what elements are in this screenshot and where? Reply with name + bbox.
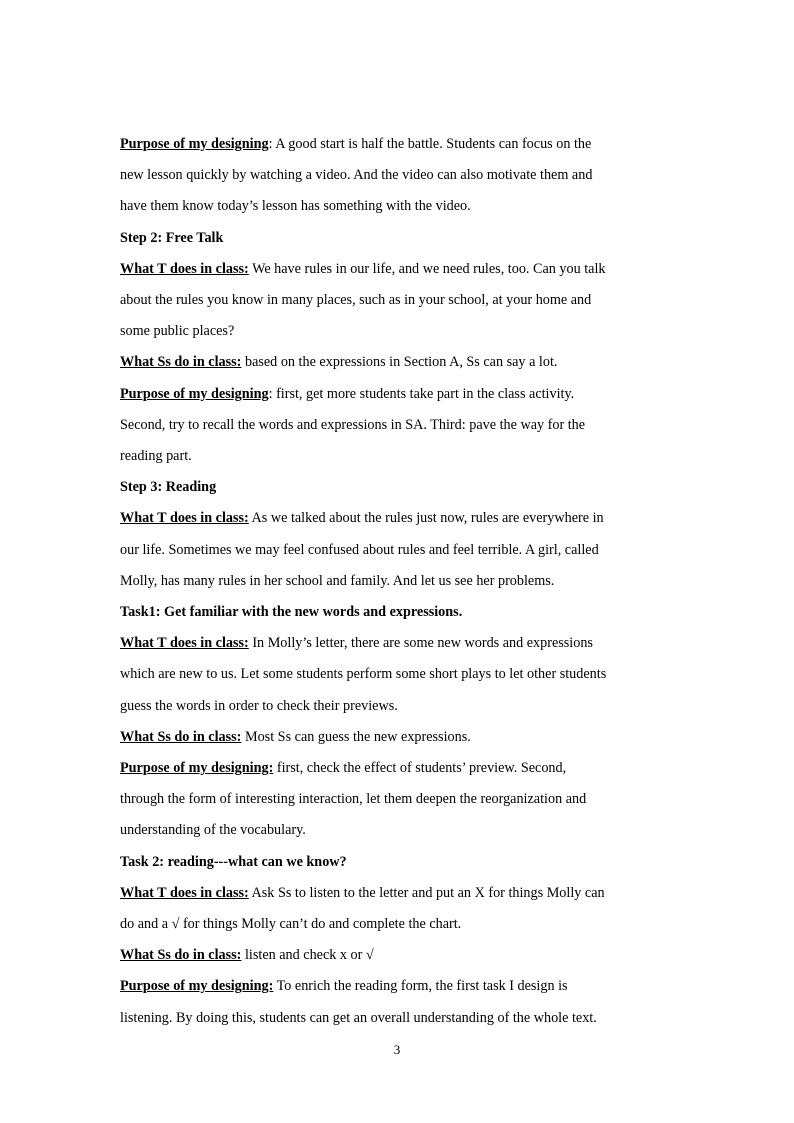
task2-teacher-line — [120, 878, 674, 909]
task1-teacher-label: What T does in class: — [120, 635, 249, 652]
task1-teacher-line — [120, 659, 674, 690]
step2-purpose-line — [120, 379, 674, 410]
step3-teacher-text: As we talked about the rules just now, rules are everywhere in — [248, 510, 604, 527]
step2-purpose-label: Purpose of my designing — [120, 385, 269, 402]
task2-students-line — [120, 940, 674, 971]
task1-teacher-text: In Molly’s letter, there are some new words and expressions — [248, 635, 593, 652]
step3-teacher-line — [120, 503, 674, 534]
step2-purpose-line — [120, 441, 674, 472]
task1-purpose-text: understanding of the vocabulary. — [120, 822, 306, 839]
task2-purpose-line — [120, 1003, 674, 1034]
task2-teacher-line — [120, 909, 674, 940]
task2-teacher-label: What T does in class: — [120, 884, 249, 901]
task1-students-text: Most Ss can guess the new expressions. — [241, 728, 471, 745]
step3-teacher-line — [120, 535, 674, 566]
step2-teacher-line — [120, 254, 674, 285]
task1-purpose-text: through the form of interesting interaction, let them deepen the reorganization and — [120, 791, 587, 808]
task-2-heading: Task 2: reading---what can we know? — [120, 853, 347, 870]
purpose-intro-line — [120, 129, 674, 160]
step2-teacher-text: about the rules you know in many places, such as in your school, at your home and — [120, 292, 592, 309]
step3-teacher-text: our life. Sometimes we may feel confused about rules and feel terrible. A girl, called — [120, 541, 599, 558]
purpose-intro-line — [120, 160, 674, 191]
step2-teacher-text: We have rules in our life, and we need rules, too. Can you talk — [248, 260, 606, 277]
task2-purpose-label: Purpose of my designing: — [120, 978, 274, 995]
step2-students-line — [120, 347, 674, 378]
purpose-intro-text: : A good start is half the battle. Students can focus on the — [268, 136, 592, 152]
page-number: 3 — [393, 1042, 401, 1057]
purpose-intro-label: Purpose of my designing — [120, 136, 269, 152]
task2-purpose-text: listening. By doing this, students can get an overall understanding of the whole text. — [120, 1009, 597, 1026]
step2-teacher-line — [120, 316, 674, 347]
purpose-intro-line — [120, 191, 674, 222]
task1-purpose-line — [120, 753, 674, 784]
step-2-heading: Step 2: Free Talk — [120, 229, 224, 246]
task1-purpose-label: Purpose of my designing: — [120, 760, 274, 777]
step2-students-label: What Ss do in class: — [120, 354, 242, 371]
task1-teacher-text: which are new to us. Let some students perform some short plays to let other students — [120, 666, 607, 683]
task1-teacher-line — [120, 691, 674, 722]
step3-teacher-text: Molly, has many rules in her school and family. And let us see her problems. — [120, 572, 555, 589]
step2-purpose-text: : first, get more students take part in the class activity. — [268, 385, 575, 402]
step2-purpose-text: reading part. — [120, 448, 192, 465]
step3-teacher-label: What T does in class: — [120, 510, 249, 527]
step2-purpose-line — [120, 410, 674, 441]
document-body — [120, 129, 674, 1034]
step2-purpose-text: Second, try to recall the words and expressions in SA. Third: pave the way for the — [120, 416, 586, 433]
step2-students-text: based on the expressions in Section A, Ss can say a lot. — [241, 354, 558, 371]
task1-purpose-line — [120, 784, 674, 815]
task2-students-label: What Ss do in class: — [120, 947, 242, 964]
task1-purpose-line — [120, 815, 674, 846]
task2-teacher-text: Ask Ss to listen to the letter and put an X for things Molly can — [248, 884, 605, 901]
task1-students-label: What Ss do in class: — [120, 728, 242, 745]
task1-teacher-text: guess the words in order to check their previews. — [120, 697, 398, 714]
purpose-intro-text: new lesson quickly by watching a video. And the video can also motivate them and — [120, 167, 593, 184]
task-1-heading: Task1: Get familiar with the new words and expressions. — [120, 604, 463, 621]
task1-students-line — [120, 722, 674, 753]
task2-purpose-line — [120, 971, 674, 1002]
step-3-heading: Step 3: Reading — [120, 479, 217, 496]
step2-teacher-label: What T does in class: — [120, 260, 249, 277]
task2-purpose-text: To enrich the reading form, the first task I design is — [273, 978, 568, 995]
task2-teacher-text: do and a √ for things Molly can’t do and complete the chart. — [120, 916, 462, 933]
task2-students-text: listen and check x or √ — [241, 947, 374, 964]
task1-purpose-text: first, check the effect of students’ preview. Second, — [273, 760, 567, 777]
step3-teacher-line — [120, 566, 674, 597]
purpose-intro-text: have them know today’s lesson has something with the video. — [120, 198, 471, 215]
step2-teacher-text: some public places? — [120, 323, 235, 340]
task1-teacher-line — [120, 628, 674, 659]
step2-teacher-line — [120, 285, 674, 316]
